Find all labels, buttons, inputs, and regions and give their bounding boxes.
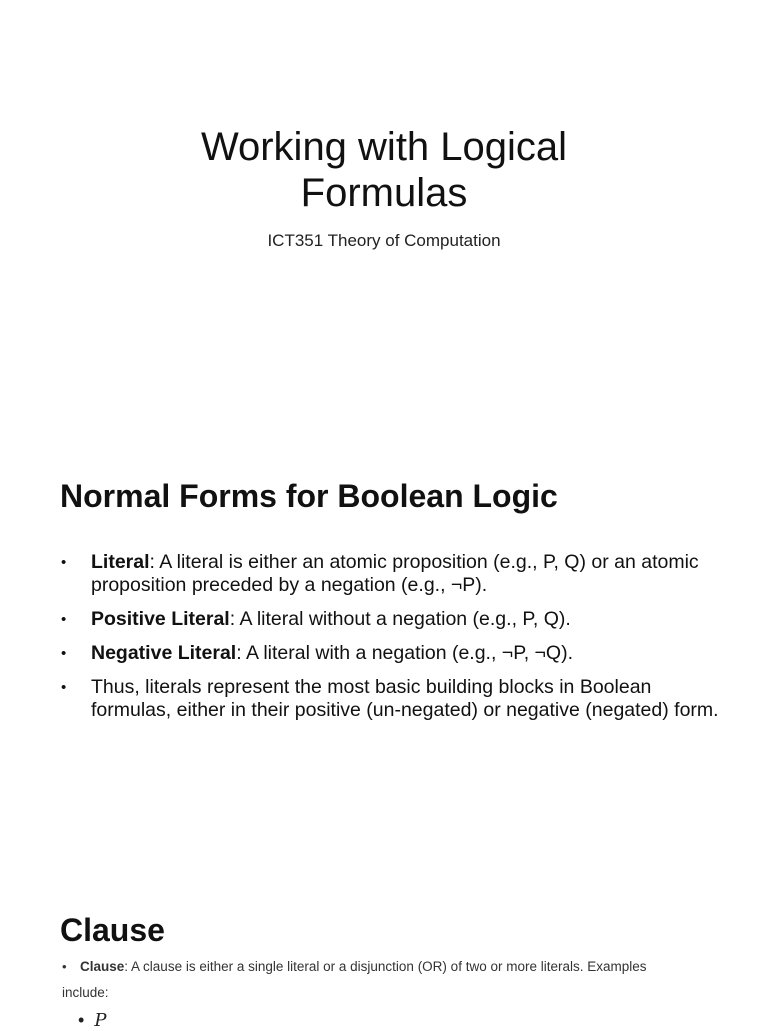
example-literal: P (94, 1010, 107, 1031)
slide-heading: Clause (60, 912, 165, 948)
bullet-text: : A literal with a negation (e.g., ¬P, ¬Q). (236, 642, 573, 664)
clause-bullet (62, 954, 682, 1006)
bullet-dot: • (61, 554, 67, 571)
title-slide (0, 0, 768, 420)
course-subtitle: ICT351 Theory of Computation (267, 231, 501, 250)
bullet-term: Literal (91, 551, 150, 573)
bullet-list (60, 551, 720, 733)
bullet-literal (60, 551, 720, 597)
bullet-dot: • (78, 1010, 85, 1030)
bullet-dot: • (61, 645, 67, 662)
bullet-text: : A clause is either a single literal or a disjunction (OR) of two or more literals. Examples include: (62, 959, 647, 1000)
bullet-text: : A literal without a negation (e.g., P, Q). (229, 608, 571, 630)
bullet-dot: • (62, 959, 67, 974)
slide-heading: Normal Forms for Boolean Logic (60, 478, 558, 514)
presentation-title (0, 124, 768, 216)
bullet-negative-literal (60, 642, 720, 665)
normal-forms-slide (0, 420, 768, 890)
title-line-1: Working with Logical (200, 125, 568, 169)
bullet-summary (60, 676, 720, 722)
bullet-term: Positive Literal (91, 608, 230, 630)
title-line-2: Formulas (300, 171, 468, 215)
clause-slide (0, 890, 768, 1031)
bullet-positive-literal (60, 608, 720, 631)
bullet-term: Clause (80, 959, 125, 974)
bullet-dot: • (61, 679, 67, 696)
bullet-term: Negative Literal (91, 642, 237, 664)
bullet-text: : A literal is either an atomic proposition (e.g., P, Q) or an atomic proposition preceded by a negation (e.g., ¬P). (91, 551, 699, 596)
bullet-dot: • (61, 611, 67, 628)
bullet-text: Thus, literals represent the most basic building blocks in Boolean formulas, either in their positive (un-negated) or negative (negated) form. (91, 676, 719, 721)
clause-example (78, 1010, 106, 1031)
